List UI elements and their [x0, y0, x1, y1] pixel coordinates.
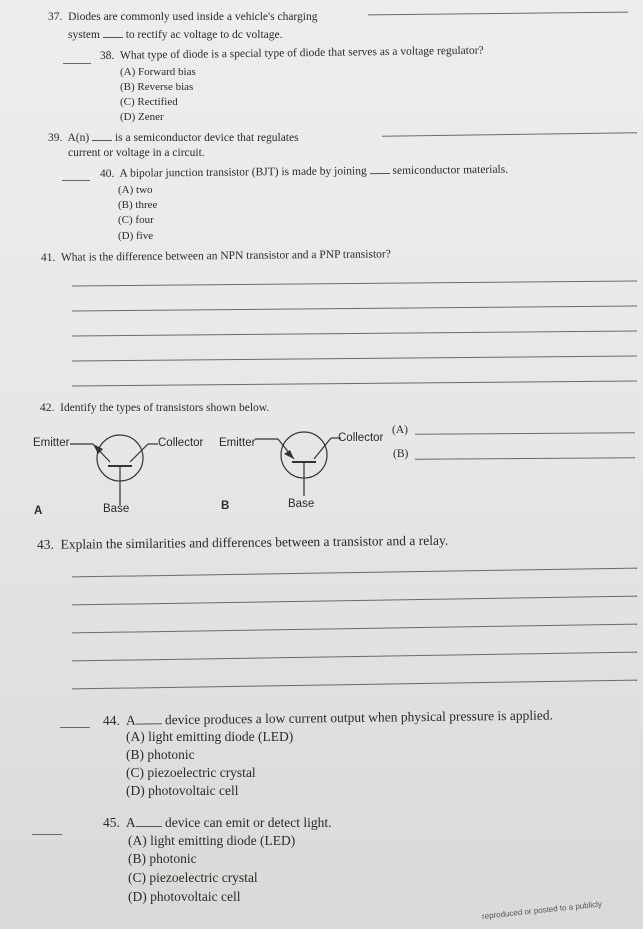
- q45-option-d[interactable]: (D) photovoltaic cell: [128, 889, 241, 904]
- q41-answer-line-4[interactable]: [72, 356, 637, 362]
- q43-answer-line-5[interactable]: [72, 680, 637, 690]
- q44-option-b[interactable]: (B) photonic: [126, 747, 195, 762]
- q45-text-b: device can emit or detect light.: [165, 815, 332, 830]
- collector-label-a: Collector: [158, 437, 204, 449]
- q40-option-b[interactable]: (B) three: [118, 199, 158, 211]
- q37-answer-line[interactable]: [368, 12, 628, 16]
- q38-option-b[interactable]: (B) Reverse bias: [120, 81, 194, 93]
- q42-answer-a-label: (A): [392, 424, 408, 436]
- q43-answer-line-1[interactable]: [72, 568, 637, 578]
- collector-label-b: Collector: [338, 432, 384, 444]
- q39-text-1a: A(n): [67, 132, 90, 144]
- base-label-b: Base: [288, 498, 315, 510]
- q44-option-d[interactable]: (D) photovoltaic cell: [126, 783, 239, 798]
- q41-number: 41.: [40, 251, 56, 264]
- base-label-a: Base: [103, 503, 130, 515]
- transistor-b-label: B: [221, 500, 230, 512]
- q40-question: [100, 163, 508, 180]
- q44-option-c[interactable]: (C) piezoelectric crystal: [126, 765, 256, 780]
- q40-answer-line[interactable]: [62, 180, 90, 181]
- q39-number: 39.: [48, 132, 63, 144]
- q44-inline-blank[interactable]: [136, 714, 162, 724]
- q45-answer-line[interactable]: [32, 834, 62, 835]
- q37-number: 37.: [48, 11, 63, 23]
- q37-text-2b: to rectify ac voltage to dc voltage.: [125, 29, 283, 41]
- q37-line1: [48, 11, 318, 23]
- transistor-diagram-b: [255, 420, 355, 505]
- q44-question: [103, 708, 553, 729]
- q40-number: 40.: [99, 167, 115, 180]
- q43-text: Explain the similarities and differences between a transistor and a relay.: [60, 532, 449, 552]
- q41-answer-line-2[interactable]: [72, 306, 637, 312]
- q39-line2: current or voltage in a circuit.: [68, 147, 205, 159]
- q44-text-a: A: [125, 712, 136, 728]
- q37-line2: [68, 28, 283, 41]
- q45-text-a: A: [125, 815, 136, 830]
- q40-option-d[interactable]: (D) five: [118, 230, 154, 242]
- q41-answer-line-5[interactable]: [72, 381, 637, 387]
- q43-answer-line-3[interactable]: [72, 624, 637, 634]
- q42-text: Identify the types of transistors shown below.: [60, 402, 270, 414]
- q45-option-c[interactable]: (C) piezoelectric crystal: [128, 870, 258, 885]
- q45-question: [103, 815, 331, 831]
- q44-text-b: device produces a low current output when physical pressure is applied.: [164, 707, 554, 728]
- q41-question: [41, 248, 391, 264]
- q38-option-a[interactable]: (A) Forward bias: [120, 66, 196, 78]
- q39-answer-line[interactable]: [382, 132, 637, 137]
- q37-text-2a: system: [68, 29, 100, 41]
- q38-option-c[interactable]: (C) Rectified: [120, 96, 178, 108]
- emitter-label-b: Emitter: [219, 437, 256, 449]
- copyright-footer: reproduced or posted to a publicly: [481, 899, 603, 921]
- transistor-a-label: A: [34, 505, 43, 517]
- q43-number: 43.: [36, 536, 54, 552]
- q45-number: 45.: [103, 815, 120, 830]
- q39-inline-blank[interactable]: [92, 131, 112, 141]
- q37-inline-blank[interactable]: [103, 28, 123, 38]
- q38-number: 38.: [99, 49, 115, 62]
- q44-answer-line[interactable]: [60, 727, 90, 728]
- q43-question: [37, 533, 448, 553]
- q39-line1: [48, 131, 299, 144]
- q42-question: [40, 402, 269, 414]
- q38-question: [100, 45, 484, 62]
- q40-option-c[interactable]: (C) four: [118, 214, 154, 226]
- q38-option-d[interactable]: (D) Zener: [120, 111, 164, 123]
- q41-answer-line-3[interactable]: [72, 331, 637, 337]
- q44-number: 44.: [102, 712, 120, 728]
- q45-inline-blank[interactable]: [136, 817, 162, 827]
- q39-text-1b: is a semiconductor device that regulates: [114, 132, 299, 144]
- q42-answer-a-line[interactable]: [415, 432, 635, 435]
- q40-option-a[interactable]: (A) two: [118, 184, 153, 196]
- q38-answer-line[interactable]: [63, 63, 91, 64]
- q43-answer-line-2[interactable]: [72, 596, 637, 606]
- q37-text: Diodes are commonly used inside a vehicle's charging: [68, 11, 318, 23]
- q40-text-b: semiconductor materials.: [392, 163, 509, 177]
- emitter-label-a: Emitter: [33, 437, 70, 449]
- q38-text: What type of diode is a special type of diode that serves as a voltage regulator?: [119, 44, 484, 62]
- q43-answer-line-4[interactable]: [72, 652, 637, 662]
- q40-text-a: A bipolar junction transistor (BJT) is made by joining: [119, 165, 367, 180]
- q45-option-b[interactable]: (B) photonic: [128, 851, 197, 866]
- q42-answer-b-label: (B): [393, 448, 409, 460]
- transistor-diagram-a: [70, 425, 170, 510]
- q44-option-a[interactable]: (A) light emitting diode (LED): [126, 729, 294, 744]
- q41-text: What is the difference between an NPN transistor and a PNP transistor?: [60, 248, 391, 264]
- q42-answer-b-line[interactable]: [415, 457, 635, 460]
- q42-number: 42.: [40, 402, 55, 414]
- q40-inline-blank[interactable]: [370, 164, 390, 174]
- q45-option-a[interactable]: (A) light emitting diode (LED): [128, 833, 296, 848]
- q41-answer-line-1[interactable]: [72, 281, 637, 287]
